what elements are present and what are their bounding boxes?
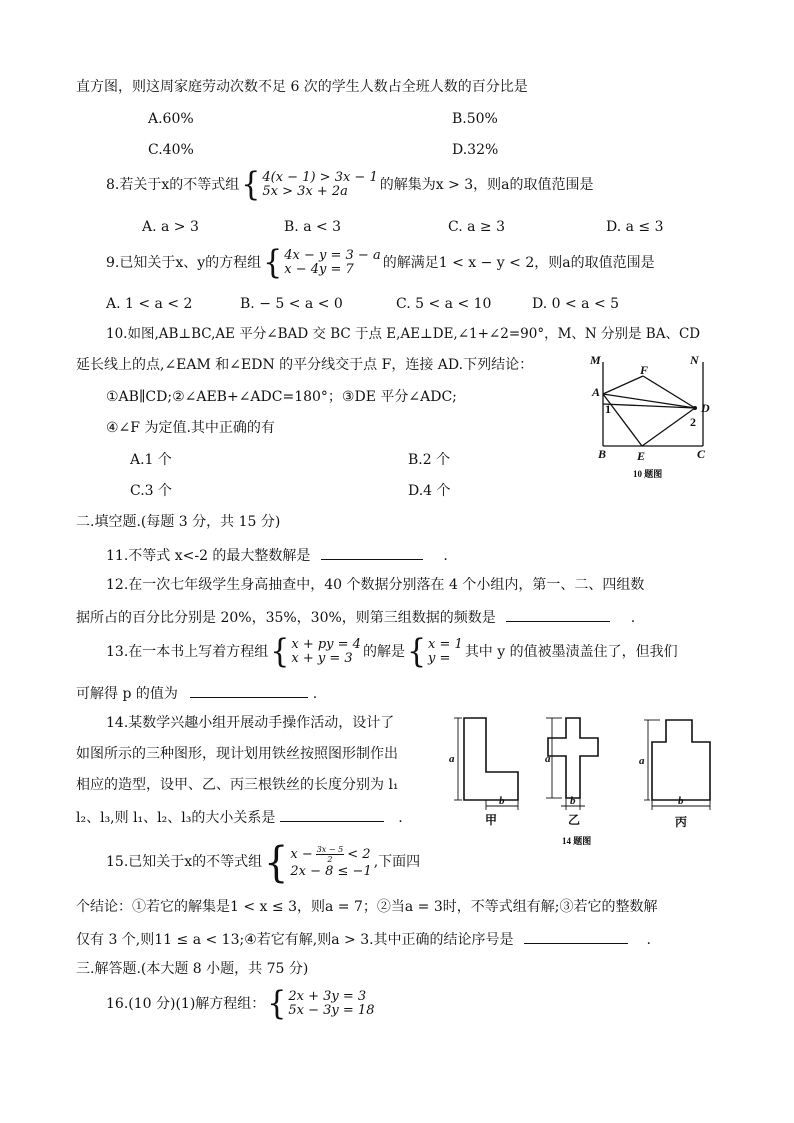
q15-prefix: 15.已知关于x的不等式组 xyxy=(106,854,263,870)
q15-stem xyxy=(106,837,421,887)
q13-system: { x + py = 4 x + y = 3 xyxy=(270,632,361,671)
fig10-angle-1: 1 xyxy=(605,402,611,416)
section-2-heading: 二.填空题.(每题 3 分，共 15 分) xyxy=(76,514,281,530)
q12-text: 据所占的百分比分别是 20%，35%，30%，则第三组数据的频数是 xyxy=(76,610,496,626)
q13-prefix: 13.在一本书上写着方程组 xyxy=(106,644,269,660)
fig10-label-n: N xyxy=(690,353,699,367)
fig14-jia-a: a xyxy=(449,753,455,765)
q7-option-a: A.60% xyxy=(148,111,194,127)
q9-option-b: B. − 5 < a < 0 xyxy=(240,296,343,312)
q9-prefix: 9.已知关于x、y的方程组 xyxy=(106,255,262,271)
q8-eq2: 5x > 3x + 2a xyxy=(262,184,348,199)
q13-solution: { x = 1 y = xyxy=(406,632,463,671)
q10-line4: ④∠F 为定值.其中正确的有 xyxy=(106,420,275,436)
q10-option-a: A.1 个 xyxy=(130,452,172,468)
q10-option-d: D.4 个 xyxy=(408,483,451,499)
q11-answer-blank[interactable] xyxy=(321,545,423,560)
q7-continued-line: 直方图，则这周家庭劳动次数不足 6 次的学生人数占全班人数的百分比是 xyxy=(76,79,528,95)
q15-answer-blank[interactable] xyxy=(524,929,628,944)
q11-end: . xyxy=(443,548,448,564)
q16-stem xyxy=(106,984,376,1023)
q15-line3-text: 仅有 3 个,则11 ≤ a < 13;④若它有解,则a > 3.其中正确的结论序号是 xyxy=(76,932,514,948)
q10-line1: 10.如图,AB⊥BC,AE 平分∠BAD 交 BC 于点 E,AE⊥DE,∠1+∠2=90°，M、N 分别是 BA、CD xyxy=(106,326,701,342)
q10-line2: 延长线上的点,∠EAM 和∠EDN 的平分线交于点 F，连接 AD.下列结论： xyxy=(76,357,534,373)
q9-option-a: A. 1 < a < 2 xyxy=(106,296,193,312)
q15-fraction-num: 3x − 5 xyxy=(316,845,344,854)
q10-figure xyxy=(585,350,725,485)
q13-suffix: 其中 y 的值被墨渍盖住了，但我们 xyxy=(464,644,678,660)
q15-eq1-right: < 2 xyxy=(347,847,371,862)
q9-suffix: 的解满足1 < x − y < 2，则a的取值范围是 xyxy=(382,255,655,271)
q13-mid: 的解是 xyxy=(362,644,405,660)
fig10-label-f: F xyxy=(640,363,649,377)
fig10-caption: 10 题图 xyxy=(633,469,663,479)
q9-option-c: C. 5 < a < 10 xyxy=(396,296,492,312)
q13-eq2: x + y = 3 xyxy=(291,651,353,666)
fig10-angle-2: 2 xyxy=(690,415,696,429)
q9-eq1: 4x − y = 3 − a xyxy=(284,248,381,263)
q14-end: . xyxy=(398,810,403,826)
fig10-label-b: B xyxy=(598,447,607,461)
q15-fraction-den: 2 xyxy=(327,855,333,864)
q8-prefix: 8.若关于x的不等式组 xyxy=(106,177,240,193)
q8-option-a: A. a > 3 xyxy=(142,219,199,235)
q11-line xyxy=(106,545,448,565)
q10-option-c: C.3 个 xyxy=(130,483,173,499)
fig14-bing-a: a xyxy=(639,755,645,767)
fig10-label-d: D xyxy=(701,401,710,415)
q8-suffix: 的解集为x > 3，则a的取值范围是 xyxy=(379,177,594,193)
q7-option-c: C.40% xyxy=(148,142,194,158)
q14-line2: 如图所示的三种图形，现计划用铁丝按照图形制作出 xyxy=(76,746,398,762)
q13-stem xyxy=(106,632,678,671)
q8-eq1: 4(x − 1) > 3x − 1 xyxy=(262,170,378,185)
fig14-caption: 14 题图 xyxy=(562,836,592,846)
q13-sol1: x = 1 xyxy=(428,637,463,652)
q15-line2: 个结论：①若它的解集是1 < x ≤ 3，则a = 7；②当a = 3时，不等式组有解;③若它的整数解 xyxy=(76,899,658,915)
fig10-label-c: C xyxy=(697,447,706,461)
q16-prefix: 16.(10 分)(1)解方程组： xyxy=(106,996,266,1012)
q11-text: 11.不等式 x<-2 的最大整数解是 xyxy=(106,548,311,564)
q15-eq2: 2x − 8 ≤ −1 xyxy=(290,864,372,879)
q15-system: { x − $\frac{3x - 5}{2}$ < 2 2x − 8 ≤ −1 xyxy=(264,837,372,887)
fig14-jia-b: b xyxy=(499,795,505,807)
q7-option-b: B.50% xyxy=(452,111,498,127)
q14-line1: 14.某数学兴趣小组开展动手操作活动，设计了 xyxy=(106,715,395,731)
fig14-bing-b: b xyxy=(678,795,684,807)
q16-eq1: 2x + 3y = 3 xyxy=(288,989,367,1004)
q15-eq1 xyxy=(290,845,371,864)
q9-option-d: D. 0 < a < 5 xyxy=(532,296,620,312)
q13-line2 xyxy=(76,683,317,703)
q8-option-c: C. a ≥ 3 xyxy=(448,219,505,235)
q10-line3: ①AB∥CD;②∠AEB+∠ADC=180°；③DE 平分∠ADC; xyxy=(106,389,457,405)
q12-line2 xyxy=(76,607,635,627)
fig14-label-jia: 甲 xyxy=(485,813,498,827)
q14-answer-blank[interactable] xyxy=(280,807,384,822)
fig10-label-a: A xyxy=(592,385,601,399)
q14-line4 xyxy=(76,807,403,827)
section-3-heading: 三.解答题.(本大题 8 小题，共 75 分) xyxy=(76,961,309,977)
q8-option-b: B. a < 3 xyxy=(284,219,342,235)
q7-option-d: D.32% xyxy=(452,142,499,158)
q8-system: { 4(x − 1) > 3x − 1 5x > 3x + 2a xyxy=(241,165,378,204)
q15-suffix: ,下面四 xyxy=(373,854,421,870)
q13-eq1: x + py = 4 xyxy=(291,637,361,652)
fig14-yi-b: b xyxy=(570,795,576,807)
q15-fraction xyxy=(316,845,344,864)
q15-end: . xyxy=(646,932,651,948)
q13-sol2: y = xyxy=(428,651,451,666)
q16-eq2: 5x − 3y = 18 xyxy=(288,1003,375,1018)
q13-line2-text: 可解得 p 的值为 xyxy=(76,686,178,702)
q9-system: { 4x − y = 3 − a x − 4y = 7 xyxy=(263,243,381,282)
q16-system: { 2x + 3y = 3 5x − 3y = 18 xyxy=(267,984,375,1023)
q9-eq2: x − 4y = 7 xyxy=(284,262,354,277)
q13-answer-blank[interactable] xyxy=(190,683,308,698)
q14-figure xyxy=(448,712,728,852)
point-d-dot xyxy=(693,406,697,410)
q14-line3: 相应的造型，设甲、乙、丙三根铁丝的长度分别为 l₁ xyxy=(76,777,399,793)
q9-stem xyxy=(106,243,655,282)
q15-line3 xyxy=(76,929,651,949)
q12-line1: 12.在一次七年级学生身高抽查中，40 个数据分别落在 4 个小组内，第一、二、四组数 xyxy=(106,577,645,593)
fig14-label-bing: 丙 xyxy=(675,815,688,829)
fig14-label-yi: 乙 xyxy=(568,813,581,827)
q8-stem xyxy=(106,165,594,204)
fig10-label-e: E xyxy=(637,449,646,463)
q8-option-d: D. a ≤ 3 xyxy=(606,219,664,235)
q13-end: . xyxy=(312,686,318,702)
fig10-label-m: M xyxy=(590,353,601,367)
q12-answer-blank[interactable] xyxy=(506,607,610,622)
q10-option-b: B.2 个 xyxy=(408,452,451,468)
q15-eq1-left: x − xyxy=(290,847,313,862)
q12-end: . xyxy=(630,610,636,626)
q14-line4-text: l₂、l₃,则 l₁、l₂、l₃的大小关系是 xyxy=(76,810,276,826)
fig14-yi-a: a xyxy=(545,753,551,765)
